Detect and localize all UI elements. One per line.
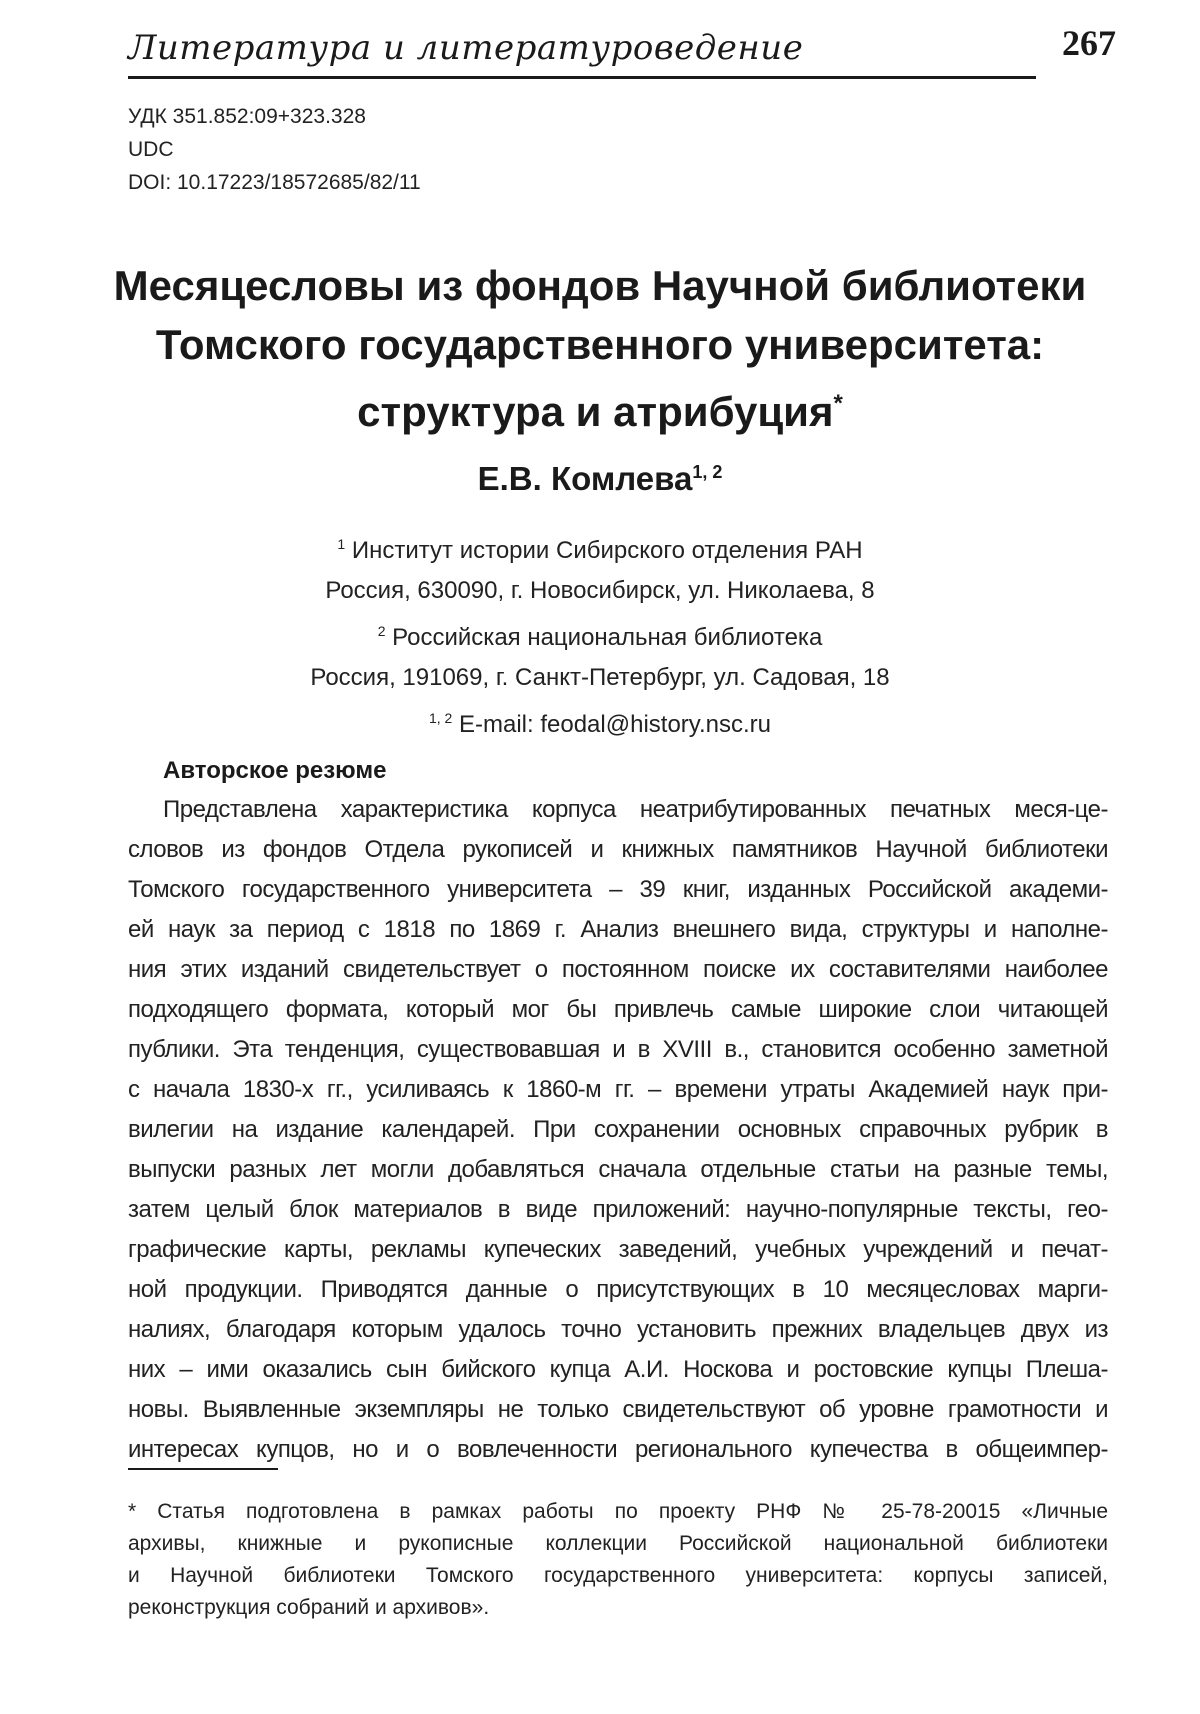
abstract-line: ния этих изданий свидетельствует о постоянном поиске их составителями наиболее — [128, 956, 1108, 983]
affiliation-2 — [100, 611, 1100, 658]
abstract-line: подходящего формата, который мог бы привлечь самые широкие слои читающей — [128, 996, 1108, 1023]
affiliation-1-name: Институт истории Сибирского отделения РАН — [351, 537, 863, 564]
running-header — [128, 20, 1036, 79]
abstract-line: затем целый блок материалов в виде приложений: научно-популярные тексты, гео- — [128, 1196, 1108, 1223]
abstract-line: вилегии на издание календарей. При сохранении основных справочных рубрик в — [128, 1116, 1108, 1143]
abstract-line: новы. Выявленные экземпляры не только свидетельствуют об уровне грамотности и — [128, 1396, 1108, 1423]
footnote — [128, 1496, 1108, 1624]
footnote-line: реконструкция собраний и архивов». — [128, 1596, 490, 1619]
affiliation-2-name: Российская национальная библиотека — [392, 624, 823, 651]
abstract-line: интересах купцов, но и о вовлеченности регионального купечества в общеимпер- — [128, 1436, 1108, 1463]
title-footnote-mark: * — [833, 390, 843, 417]
email-marks: 1, 2 — [428, 710, 453, 726]
author-name: Е.В. Комлева — [477, 460, 693, 497]
abstract-line: ной продукции. Приводятся данные о присутствующих в 10 месяцесловах марги- — [128, 1276, 1108, 1303]
identifier-block — [128, 100, 421, 199]
affiliations — [100, 524, 1100, 745]
affiliation-2-address: Россия, 191069, г. Санкт-Петербург, ул. Садовая, 18 — [310, 664, 890, 691]
abstract-line: Представлена характеристика корпуса неатрибутированных печатных меся-це- — [163, 796, 1108, 823]
abstract-line: публики. Эта тенденция, существовавшая и в XVIII в., становится особенно заметной — [128, 1036, 1108, 1063]
title-line-3 — [100, 374, 1100, 441]
affiliation-1-mark: 1 — [337, 536, 346, 552]
affiliation-1-address: Россия, 630090, г. Новосибирск, ул. Николаева, 8 — [325, 577, 875, 604]
email: E-mail: feodal@history.nsc.ru — [459, 711, 772, 738]
footnote-line: * Статья подготовлена в рамках работы по проекту РНФ № 25-78-20015 «Личные — [128, 1500, 1108, 1523]
abstract-line: с начала 1830-х гг., усиливаясь к 1860-м гг. – времени утраты Академией наук при- — [128, 1076, 1108, 1103]
affiliation-2-mark: 2 — [377, 623, 386, 639]
running-title: Литература и литературоведение — [128, 28, 804, 68]
abstract-line: налиях, благодаря которым удалось точно установить прежних владельцев двух из — [128, 1316, 1108, 1343]
title-line-3-text: структура и атрибуция — [357, 388, 834, 435]
abstract-line: словов из фондов Отдела рукописей и книжных памятников Научной библиотеки — [128, 836, 1108, 863]
affiliation-1 — [100, 524, 1100, 571]
abstract-line: ей наук за период с 1818 по 1869 г. Анализ внешнего вида, структуры и наполне- — [128, 916, 1108, 943]
email-line — [100, 698, 1100, 745]
abstract-heading: Авторское резюме — [163, 757, 387, 784]
article-title — [100, 256, 1100, 441]
udc-code: UDC — [128, 138, 174, 161]
author-affiliation-marks: 1, 2 — [692, 462, 723, 482]
footnote-rule — [128, 1468, 278, 1470]
doi: DOI: 10.17223/18572685/82/11 — [128, 171, 421, 194]
abstract-body — [128, 790, 1108, 1470]
page-number: 267 — [1062, 23, 1116, 63]
abstract-line: Томского государственного университета – 39 книг, изданных Российской академи- — [128, 876, 1108, 903]
abstract-line: графические карты, рекламы купеческих заведений, учебных учреждений и печат- — [128, 1236, 1108, 1263]
footnote-line: архивы, книжные и рукописные коллекции Российской национальной библиотеки — [128, 1532, 1108, 1555]
title-line-1: Месяцесловы из фондов Научной библиотеки — [113, 262, 1087, 309]
abstract-line: них – ими оказались сын бийского купца А.И. Носкова и ростовские купцы Плеша- — [128, 1356, 1108, 1383]
author — [100, 460, 1100, 498]
footnote-line: и Научной библиотеки Томского государственного университета: корпусы записей, — [128, 1564, 1108, 1587]
title-line-2: Томского государственного университета: — [155, 321, 1045, 368]
udk-code: УДК 351.852:09+323.328 — [128, 105, 366, 128]
abstract-line: выпуски разных лет могли добавляться сначала отдельные статьи на разные темы, — [128, 1156, 1108, 1183]
